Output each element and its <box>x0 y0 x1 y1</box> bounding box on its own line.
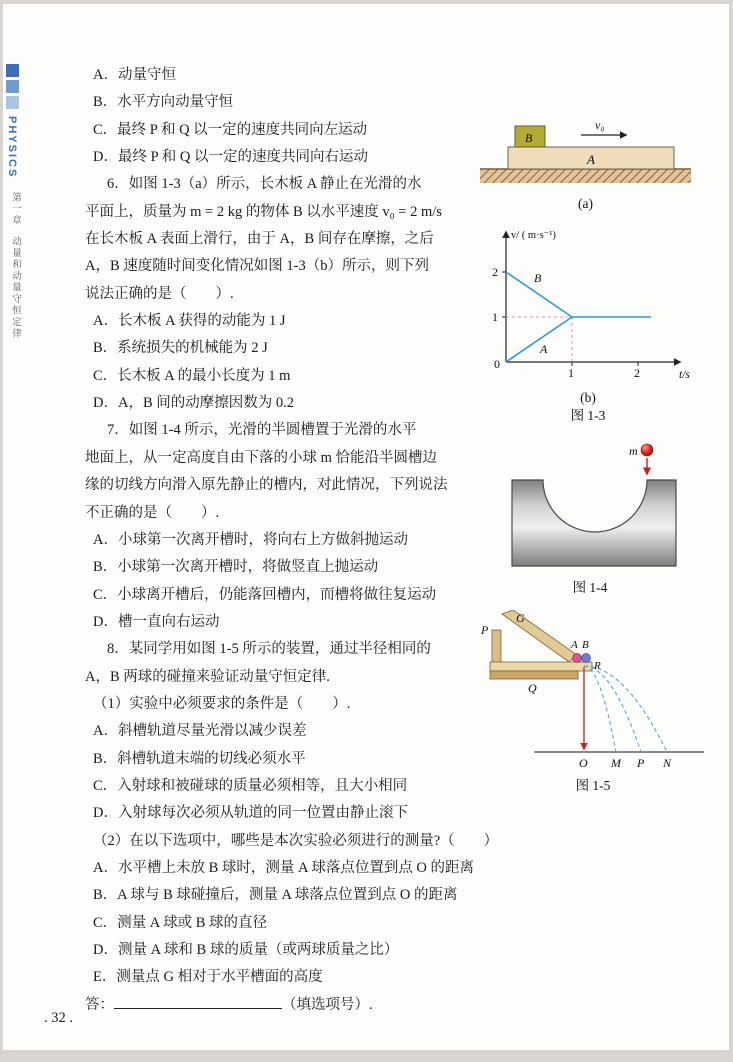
falling-ball <box>641 444 653 456</box>
curve-b <box>506 272 651 317</box>
trajectory-to-n <box>584 666 667 752</box>
horizontal-channel <box>490 662 592 671</box>
figure-1-3b <box>478 222 698 425</box>
q6-option-c: C．长木板 A 的最小长度为 1 m <box>93 367 291 384</box>
ball-b-label: B <box>582 639 589 651</box>
plank-a-label: A <box>587 152 595 167</box>
q8-part1-option-c: C．入射球和被碰球的质量必须相等，且大小相同 <box>93 777 408 794</box>
point-g-label: G <box>516 611 525 625</box>
q5-option-b: B．水平方向动量守恒 <box>93 94 234 111</box>
page-number: . 32 . <box>44 1010 73 1026</box>
curve-a <box>506 317 572 362</box>
q8-answer-line <box>85 992 705 1019</box>
origin-label: 0 <box>494 357 500 371</box>
q6-text-line-3: 在长木板 A 表面上滑行，由于 A，B 间存在摩擦，之后 <box>85 231 434 248</box>
block-b-label: B <box>525 131 533 145</box>
point-r-label: R <box>594 660 601 672</box>
table-edge <box>490 671 578 679</box>
q8-text-line-2: A，B 两球的碰撞来验证动量守恒定律. <box>85 668 330 685</box>
ball-b <box>582 654 591 663</box>
q8-part1-prompt: （1）实验中必须要求的条件是（ ）. <box>93 695 351 712</box>
q5-option-d: D．最终 P 和 Q 以一定的速度共同向右运动 <box>93 149 368 166</box>
figure-1-3-caption: 图 1-3 <box>570 408 606 423</box>
figure-1-4 <box>490 438 690 597</box>
q6-option-b: B．系统损失的机械能为 2 J <box>93 340 268 357</box>
ball-a <box>573 654 582 663</box>
y-tick-label-1: 1 <box>492 310 498 324</box>
q8-text-line-1: 8．某同学用如图 1-5 所示的装置，通过半径相同的 <box>107 641 431 658</box>
trajectory-to-p <box>584 666 641 752</box>
x-tick-label-1: 1 <box>568 366 574 380</box>
y-axis-label: v/ ( m·s⁻¹) <box>511 230 556 241</box>
answer-prefix: 答： <box>85 996 114 1013</box>
ball-a-label: A <box>571 639 578 651</box>
figure-1-4-caption: 图 1-4 <box>572 580 608 595</box>
figure-1-3a <box>478 112 693 213</box>
curve-a-label: A <box>540 342 548 356</box>
q8-part2-option-d: D．测量 A 球和 B 球的质量（或两球质量之比） <box>93 942 399 958</box>
q5-option-a: A．动量守恒 <box>93 67 176 83</box>
q7-text-line-1: 7．如图 1-4 所示，光滑的半圆槽置于光滑的水平 <box>107 422 417 439</box>
q8-part2-option-b: B．A 球与 B 球碰撞后，测量 A 球落点位置到点 O 的距离 <box>93 887 458 904</box>
q8-part1-option-a: A．斜槽轨道尽量光滑以减少误差 <box>93 723 307 740</box>
answer-suffix: （填选项号）. <box>282 996 373 1013</box>
x-axis-label: t/s <box>679 369 690 381</box>
sidebar-square-3 <box>6 96 19 109</box>
ground-hatch <box>480 169 691 183</box>
q7-option-c: C．小球离开槽后，仍能落回槽内，而槽将做往复运动 <box>93 586 437 603</box>
incline-ramp <box>502 610 577 662</box>
physics-brand-label: PHYSICS <box>6 116 18 179</box>
answer-blank <box>114 994 282 1009</box>
figure-1-5 <box>478 610 708 795</box>
point-o-label: O <box>579 756 588 770</box>
q6-option-a: A．长木板 A 获得的动能为 1 J <box>93 313 286 330</box>
sub-caption-a: (a) <box>578 196 593 211</box>
collision-apparatus-diagram <box>478 610 708 772</box>
q8-part2-prompt: （2）在以下选项中，哪些是本次实验必须进行的测量?（ ） <box>93 832 499 849</box>
chapter-number-label: 第一章 <box>10 192 21 227</box>
q6-text-line-2: 平面上，质量为 m = 2 kg 的物体 B 以水平速度 v₀ = 2 m/s <box>85 203 442 220</box>
q6-text-line-1: 6．如图 1-3（a）所示，长木板 A 静止在光滑的水 <box>107 176 422 193</box>
x-tick-label-2: 2 <box>634 366 640 380</box>
point-p-label: P <box>637 756 645 770</box>
point-m-label: M <box>611 756 621 770</box>
q7-option-a: A．小球第一次离开槽时，将向右上方做斜抛运动 <box>93 531 408 548</box>
q6-option-d: D．A，B 间的动摩擦因数为 0.2 <box>93 395 294 412</box>
vt-graph <box>478 222 698 384</box>
q6-text-line-5: 说法正确的是（ ）. <box>85 285 234 302</box>
q6-text-line-4: A，B 速度随时间变化情况如图 1-3（b）所示，则下列 <box>85 258 429 275</box>
stand-p-label: P <box>481 623 489 637</box>
y-tick-label-2: 2 <box>492 265 498 279</box>
q8-part2-option-e: E．测量点 G 相对于水平槽面的高度 <box>93 969 323 986</box>
q7-text-line-4: 不正确的是（ ）. <box>85 504 220 521</box>
sidebar-square-2 <box>6 80 19 93</box>
q7-text-line-2: 地面上，从一定高度自由下落的小球 m 恰能沿半圆槽边 <box>85 449 438 466</box>
curve-b-label: B <box>534 271 542 285</box>
q7-option-b: B．小球第一次离开槽时，将做竖直上抛运动 <box>93 559 379 576</box>
q8-part2-option-c: C．测量 A 球或 B 球的直径 <box>93 914 268 931</box>
ball-m-label: m <box>629 444 638 458</box>
semicircular-groove-block <box>512 480 676 566</box>
trajectory-to-m <box>584 666 616 752</box>
q8-part2-option-a: A．水平槽上未放 B 球时，测量 A 球落点位置到点 O 的距离 <box>93 859 475 876</box>
q5-option-c: C．最终 P 和 Q 以一定的速度共同向左运动 <box>93 121 368 138</box>
chapter-title-label: 动量和动量守恒定律 <box>10 235 21 340</box>
v0-label: v₀ <box>595 118 605 132</box>
sub-caption-b: (b) <box>580 390 596 405</box>
sidebar <box>5 64 23 339</box>
table-q-label: Q <box>528 681 537 695</box>
groove-diagram <box>490 438 690 574</box>
q8-part1-option-d: D．入射球每次必须从轨道的同一位置由静止滚下 <box>93 805 408 822</box>
q8-part1-option-b: B．斜槽轨道末端的切线必须水平 <box>93 750 306 767</box>
point-n-label: N <box>663 756 672 770</box>
plank-block-diagram <box>478 112 693 190</box>
q7-option-d: D．槽一直向右运动 <box>93 613 220 630</box>
sidebar-square-1 <box>6 64 19 77</box>
figure-1-5-caption: 图 1-5 <box>575 778 611 793</box>
q7-text-line-3: 缘的切线方向滑入原先静止的槽内，对此情况，下列说法 <box>85 477 448 494</box>
